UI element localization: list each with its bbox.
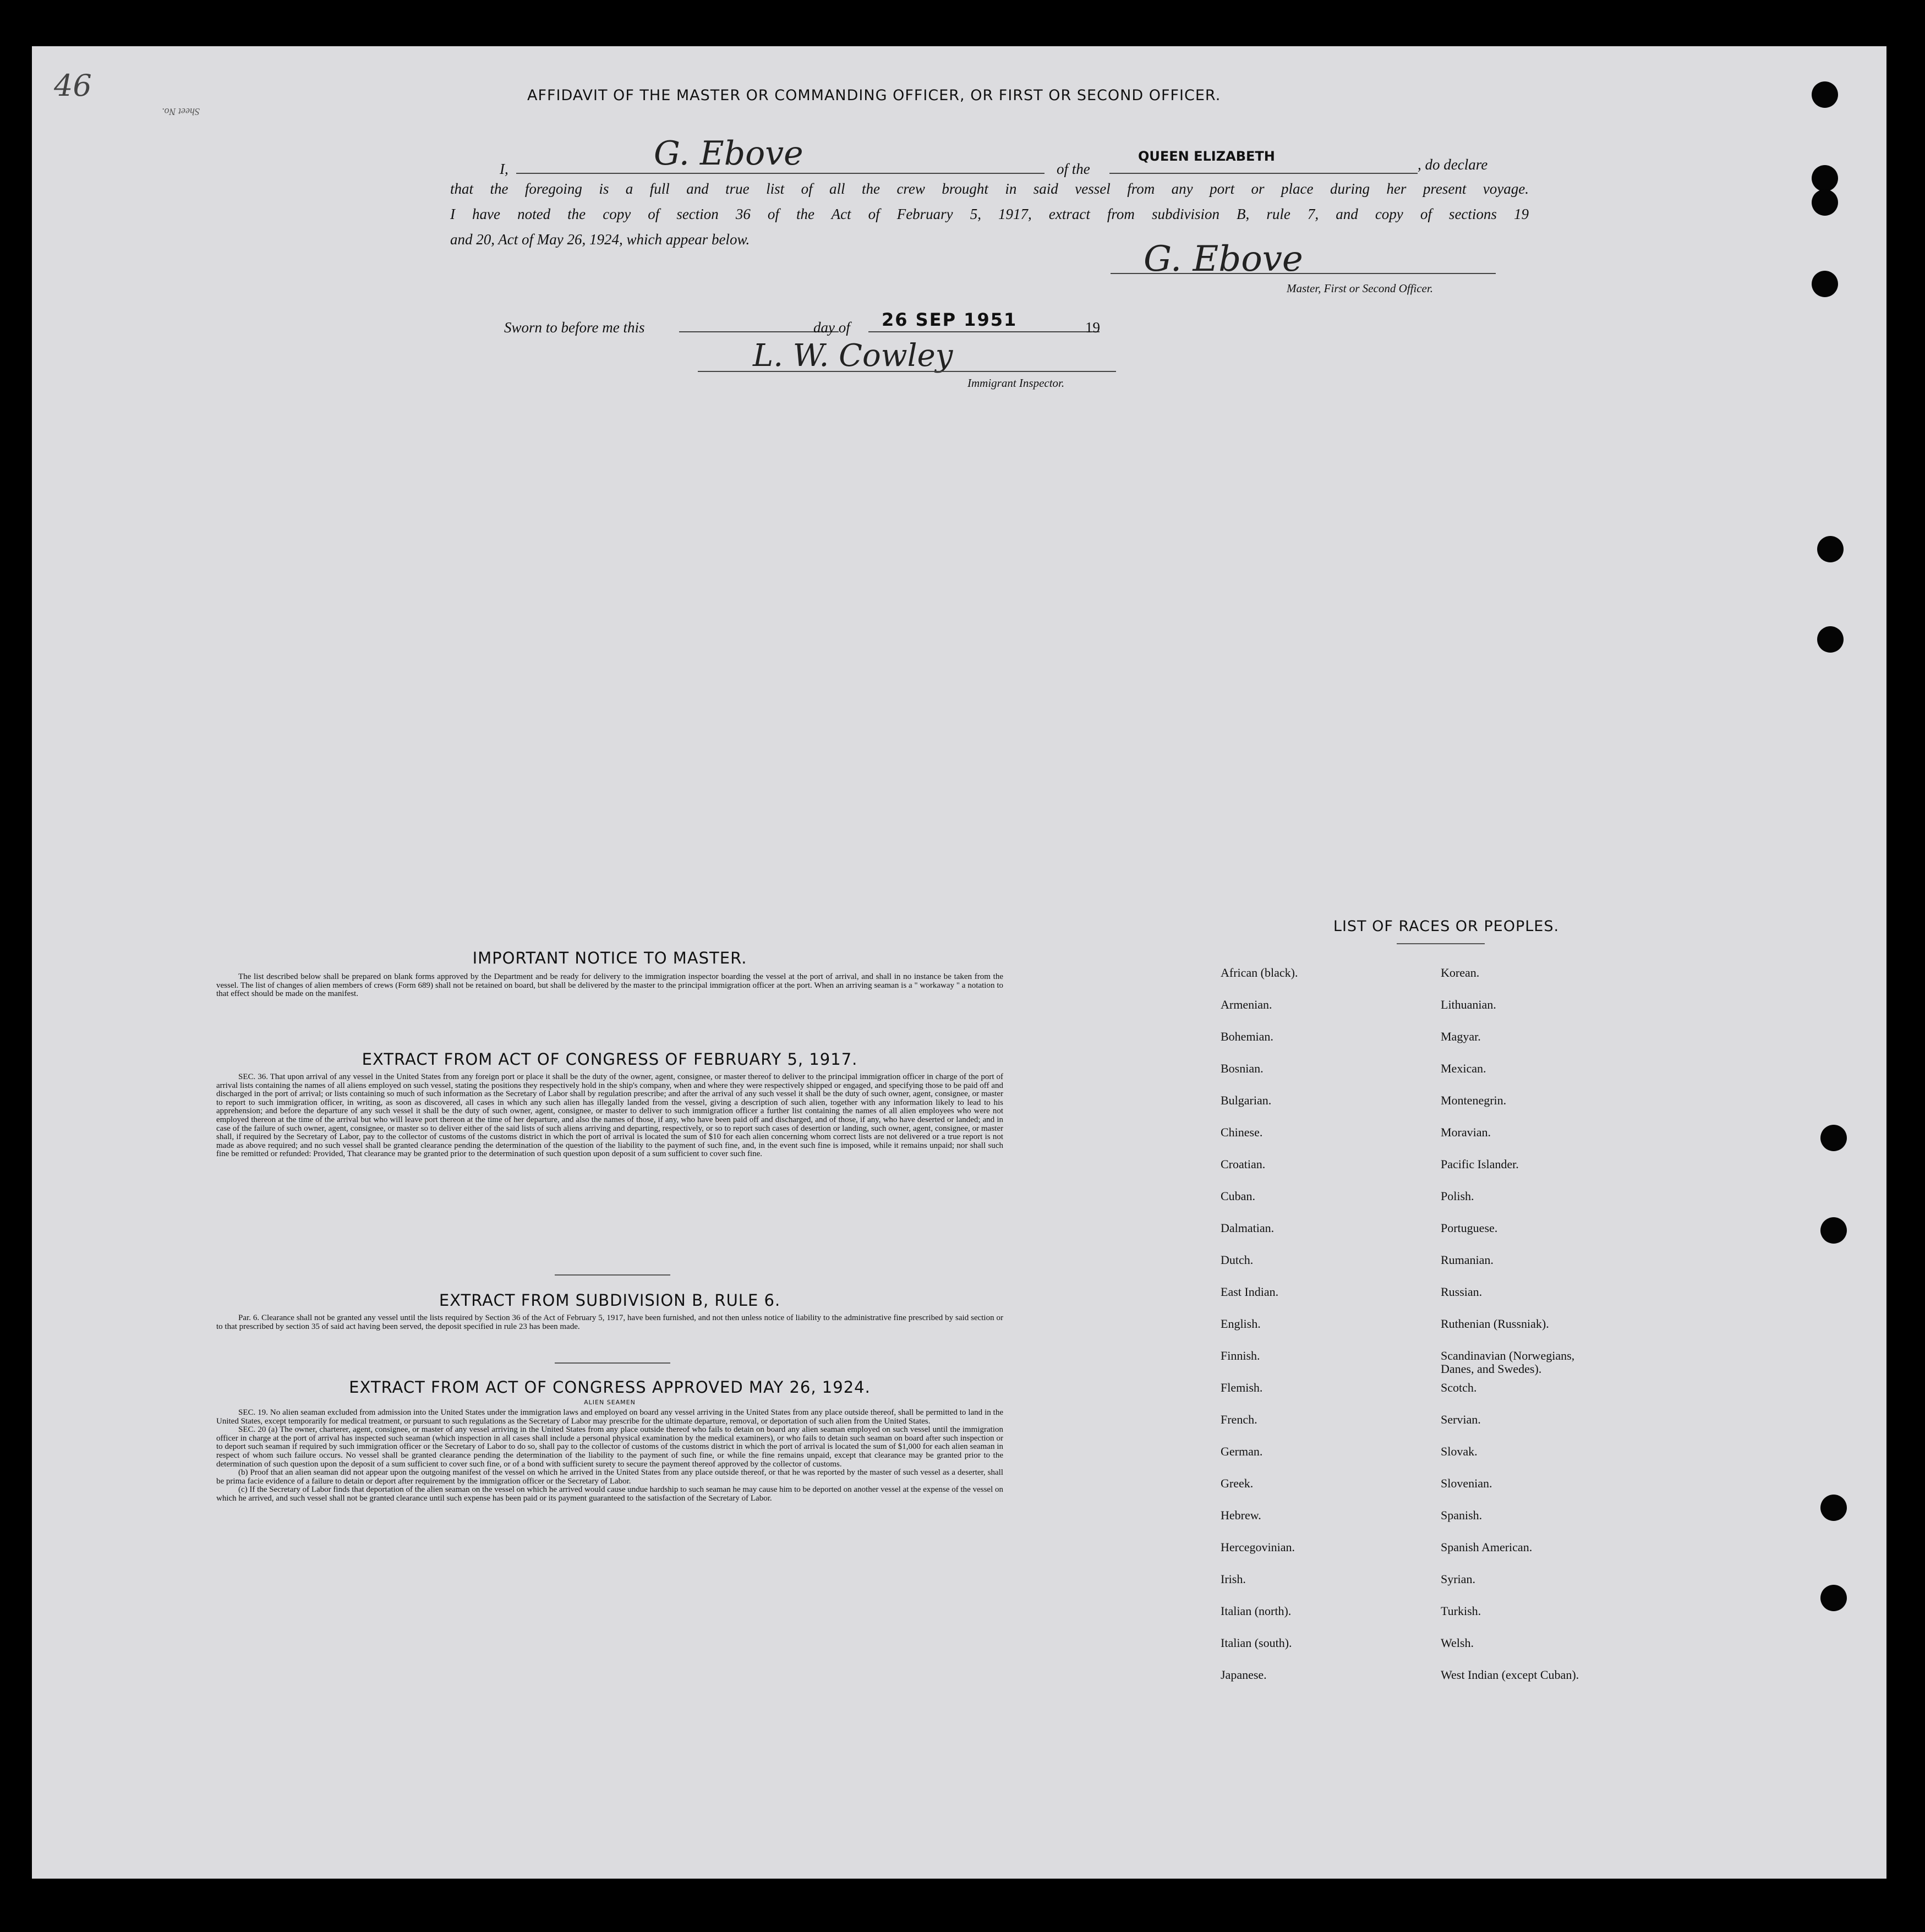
- rule6-paragraph: Par. 6. Clearance shall not be granted any vessel until the lists required by Section 36 of the Act of February 5, 1917, have been furnished, and not then unless notice of liability to the administrative fine prescribed by said section or to that prescribed by section 35 of said act having been served, the deposit specified in rule 23 has been made.: [216, 1313, 1003, 1331]
- race-item: Chinese.: [1221, 1125, 1263, 1139]
- race-item: Bulgarian.: [1221, 1093, 1272, 1107]
- master-name-signature: G. Ebove: [654, 134, 803, 173]
- extract-1917-title: EXTRACT FROM ACT OF CONGRESS OF FEBRUARY 5, 1917.: [362, 1050, 858, 1069]
- race-item: Scandinavian (Norwegians, Danes, and Swedes).: [1441, 1349, 1575, 1376]
- races-title: LIST OF RACES OR PEOPLES.: [1333, 918, 1560, 935]
- master-caption: Master, First or Second Officer.: [1287, 282, 1433, 295]
- race-item: Hebrew.: [1221, 1508, 1261, 1522]
- margin-sheet-no: Sheet No.: [162, 106, 200, 117]
- affidavit-line-2: I have noted the copy of section 36 of the Act of February 5, 1917, extract from subdivision B, rule 7, and copy of sections 19: [450, 206, 1529, 222]
- race-item: Syrian.: [1441, 1572, 1475, 1586]
- sec19-paragraph: SEC. 19. No alien seaman excluded from admission into the United States under the immigration laws and employed on board any vessel arriving in the United States from any place outside thereof, shall be permitted to land in the United States, except temporarily for medical treatment, or pursuant to such regulations as the Secretary of Labor may prescribe for the ultimate departure, removal, or deportation of such alien from the United States.: [216, 1408, 1003, 1426]
- races-title-underline: [1397, 943, 1485, 944]
- race-item: Flemish.: [1221, 1381, 1263, 1394]
- race-item: Italian (north).: [1221, 1604, 1292, 1618]
- race-item: French.: [1221, 1413, 1257, 1426]
- divider-2: [555, 1362, 670, 1364]
- affidavit-of-the: of the: [1057, 161, 1090, 177]
- race-item: Moravian.: [1441, 1125, 1491, 1139]
- race-item: German.: [1221, 1444, 1263, 1458]
- race-item: Montenegrin.: [1441, 1093, 1507, 1107]
- extract-1924-title: EXTRACT FROM ACT OF CONGRESS APPROVED MAY 26, 1924.: [349, 1378, 871, 1397]
- notice-body: [216, 973, 1003, 999]
- punch-hole: [1820, 1217, 1847, 1244]
- race-item: Slovak.: [1441, 1444, 1478, 1458]
- inspector-signature-line: [698, 371, 1116, 372]
- punch-hole: [1812, 271, 1838, 297]
- race-item: East Indian.: [1221, 1285, 1279, 1299]
- notice-title: IMPORTANT NOTICE TO MASTER.: [472, 949, 747, 967]
- sec20b-paragraph: (b) Proof that an alien seaman did not appear upon the outgoing manifest of the vessel on which he arrived in the United States from any place outside thereof, or that he was reported by the master of such vessel as a deserter, shall be prima facie evidence of a failure to detain or deport after requirement by the immigration officer or the Secretary of Labor.: [216, 1468, 1003, 1486]
- extract-1924-body: [216, 1409, 1003, 1503]
- race-item: Japanese.: [1221, 1668, 1267, 1682]
- race-item: Cuban.: [1221, 1189, 1255, 1203]
- extract-rule6-body: [216, 1314, 1003, 1331]
- notice-paragraph: The list described below shall be prepared on blank forms approved by the Department and be ready for delivery to the immigration inspector boarding the vessel at the port of arrival, and shall in no instance be taken from the vessel. The list of changes of alien members of crews (Form 689) shall not be retained on board, but shall be delivered by the master to the principal immigration officer at the port. When an arriving seaman is a " workaway " a notation to that effect should be made on the manifest.: [216, 972, 1003, 999]
- vessel-name: QUEEN ELIZABETH: [1138, 149, 1275, 164]
- punch-hole: [1820, 1495, 1847, 1521]
- race-item: Welsh.: [1441, 1636, 1474, 1650]
- race-item: Lithuanian.: [1441, 998, 1496, 1011]
- punch-hole: [1812, 189, 1838, 216]
- document-page: [32, 46, 1886, 1879]
- inspector-signature: L. W. Cowley: [753, 338, 953, 374]
- extract-1917-body: [216, 1073, 1003, 1159]
- affidavit-line-3: and 20, Act of May 26, 1924, which appear below.: [450, 231, 750, 248]
- race-item: Armenian.: [1221, 998, 1272, 1011]
- race-item: Bosnian.: [1221, 1061, 1264, 1075]
- alien-seamen-subtitle: ALIEN SEAMEN: [584, 1399, 636, 1406]
- race-item: Magyar.: [1441, 1030, 1481, 1043]
- sec36-paragraph: SEC. 36. That upon arrival of any vessel in the United States from any foreign port or place it shall be the duty of the owner, agent, consignee, or master thereof to deliver to the principal immigration officer in charge of the port of arrival lists containing the names of all aliens employed on such vessel, stating the positions they respectively hold in the ship's company, when and where they were respectively shipped or engaged, and specifying those to be paid off and discharged in the port of arrival; or lists containing so much of such information as the Secretary of Labor shall by regulation prescribe; and after the arrival of any such vessel it shall be the duty of such owner, agent, consignee, or master to report to such immigration officer, in writing, as soon as discovered, all cases in which any such alien has illegally landed from the vessel, giving a description of such alien, together with any information likely to lead to his apprehension; and before the departure of any such vessel it shall be the duty of such owner, agent, consignee, or master to deliver to such immigration officer a further list containing the names of all alien employees who were not employed thereon at the time of the arrival but who will leave port thereon at the time of her departure, and also the names of those, if any, who have been paid off and discharged, and of those, if any, who have deserted or landed; and in case of the failure of such owner, agent, consignee, or master so to deliver either of the said lists of such aliens arriving and departing, respectively, or so to report such cases of desertion or landing, such owner, agent, consignee, or master shall, if required by the Secretary of Labor, pay to the collector of customs of the customs district in which the port of arrival is located the sum of $10 for each alien concerning whom correct lists are not delivered or a true report is not made as above required; and no such vessel shall be granted clearance pending the determination of the question of the liability to the payment of such fine, and, in the event such fine is imposed, while it remains unpaid; nor shall such fine be remitted or refunded: Provided, That clearance may be granted prior to the determination of such question upon deposit of a sum sufficient to cover such fine.: [216, 1072, 1003, 1159]
- race-item: Italian (south).: [1221, 1636, 1292, 1650]
- race-item: Rumanian.: [1441, 1253, 1494, 1267]
- race-item: Irish.: [1221, 1572, 1246, 1586]
- sec20c-paragraph: (c) If the Secretary of Labor finds that deportation of the alien seaman on the vessel on which he arrived would cause undue hardship to such seaman he may cause him to be deported on another vessel at the expense of the vessel on which he arrived, and such vessel shall not be granted clearance until such expense has been paid or its payment guaranteed to the satisfaction of the Secretary of Labor.: [216, 1485, 1003, 1503]
- punch-hole: [1812, 81, 1838, 108]
- punch-hole: [1820, 1125, 1847, 1151]
- race-item: African (black).: [1221, 966, 1298, 979]
- sworn-date-stamp: 26 SEP 1951: [882, 309, 1018, 330]
- race-item: Russian.: [1441, 1285, 1483, 1299]
- race-item: Greek.: [1221, 1476, 1254, 1490]
- punch-hole: [1817, 626, 1844, 653]
- punch-hole: [1820, 1585, 1847, 1611]
- punch-hole: [1817, 536, 1844, 562]
- punch-hole: [1812, 165, 1838, 191]
- affidavit-line-1: that the foregoing is a full and true list of all the crew brought in said vessel from any port or place during her present voyage.: [450, 180, 1529, 197]
- extract-rule6-title: EXTRACT FROM SUBDIVISION B, RULE 6.: [439, 1291, 781, 1310]
- divider-1: [555, 1274, 670, 1276]
- race-item: English.: [1221, 1317, 1261, 1331]
- race-item: Portuguese.: [1441, 1221, 1498, 1235]
- sworn-date-line: [868, 331, 1100, 332]
- race-item: Slovenian.: [1441, 1476, 1492, 1490]
- race-item: Finnish.: [1221, 1349, 1260, 1362]
- race-item: Servian.: [1441, 1413, 1481, 1426]
- master-signature: G. Ebove: [1144, 239, 1303, 280]
- race-item: Bohemian.: [1221, 1030, 1273, 1043]
- race-item: Ruthenian (Russniak).: [1441, 1317, 1549, 1331]
- race-item: Turkish.: [1441, 1604, 1481, 1618]
- race-item: Croatian.: [1221, 1157, 1266, 1171]
- margin-number: 46: [54, 68, 92, 103]
- affidavit-do-declare: , do declare: [1418, 156, 1488, 173]
- race-item: Scotch.: [1441, 1381, 1477, 1394]
- sworn-year-prefix: 19: [1085, 319, 1100, 336]
- sworn-prefix: Sworn to before me this: [504, 319, 645, 336]
- race-item: Dutch.: [1221, 1253, 1254, 1267]
- race-item: Hercegovinian.: [1221, 1540, 1295, 1554]
- race-item: Dalmatian.: [1221, 1221, 1275, 1235]
- sworn-day-of: day of: [813, 319, 850, 336]
- race-item: Pacific Islander.: [1441, 1157, 1519, 1171]
- race-item: West Indian (except Cuban).: [1441, 1668, 1579, 1682]
- race-item: Spanish American.: [1441, 1540, 1533, 1554]
- race-item: Spanish.: [1441, 1508, 1483, 1522]
- race-item: Polish.: [1441, 1189, 1474, 1203]
- affidavit-title: AFFIDAVIT OF THE MASTER OR COMMANDING OFFICER, OR FIRST OR SECOND OFFICER.: [527, 87, 1221, 104]
- master-signature-line: [1111, 273, 1496, 274]
- race-item: Mexican.: [1441, 1061, 1486, 1075]
- inspector-caption: Immigrant Inspector.: [967, 376, 1065, 390]
- race-item: Korean.: [1441, 966, 1480, 979]
- affidavit-name-line: [516, 173, 1044, 174]
- affidavit-i-label: I,: [500, 161, 508, 177]
- vessel-line: [1109, 173, 1418, 174]
- sec20a-paragraph: SEC. 20 (a) The owner, charterer, agent, consignee, or master of any vessel arriving in the United States from any place outside thereof who fails to detain on board any alien seaman employed on such vessel until the immigration officer in charge at the port of arrival has inspected such seaman (which inspection in all cases shall include a personal physical examination by the medical examiners), or who fails to detain such seaman on board after such inspection or to deport such seaman if required by such immigration officer or the Secretary of Labor to do so, shall pay to the collector of customs of the customs district in which the port of arrival is located the sum of $1,000 for each alien seaman in respect of whom such failure occurs. No vessel shall be granted clearance pending the determination of the liability to the payment of such fine, or while the fine remains unpaid, except that clearance may be granted prior to the determination of such question upon the deposit of a sum sufficient to cover such fine, or of a bond with sufficient surety to secure the payment thereof approved by the collector of customs.: [216, 1425, 1003, 1469]
